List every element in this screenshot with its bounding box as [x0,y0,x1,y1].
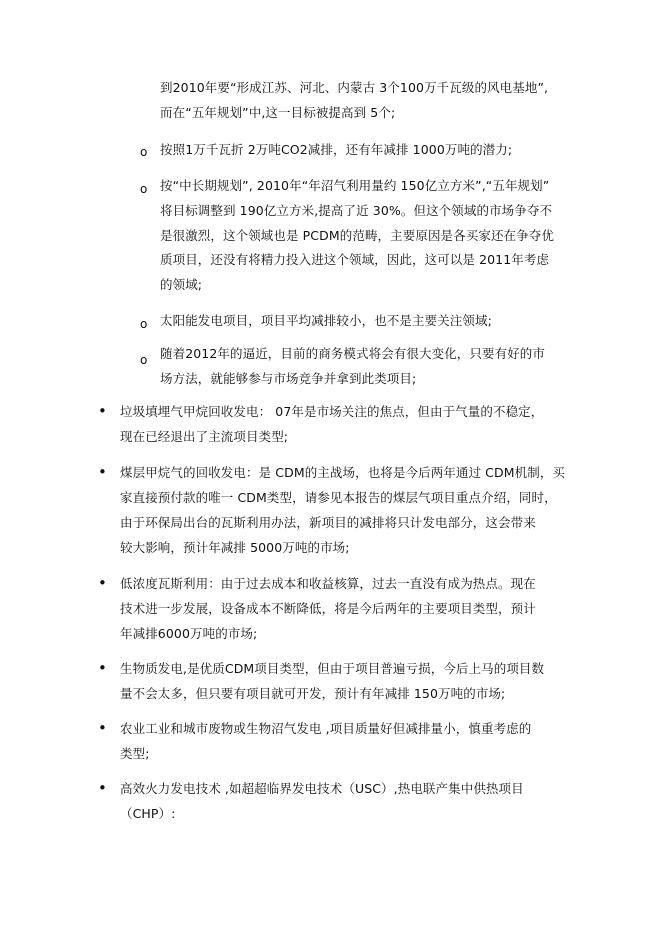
main-item-line: （CHP）: [120,806,176,821]
bullet-icon: • [98,402,107,420]
sub-item-line: 按照1万千瓦折 2万吨CO2减排，还有年减排 1000万吨的潜力; [160,142,513,157]
sub-item-line: 将目标调整到 190亿立方米,提高了近 30%。但这个领域的市场争夺不 [160,203,553,218]
sub-bullet-icon: o [140,145,148,159]
main-item-line: 生物质发电,是优质CDM项目类型，但由于项目普遍亏损，今后上马的项目数 [120,661,545,676]
sub-item-line: 按“中长期规划”, 2010年“年沼气利用量约 150亿立方米”,“五年规划” [160,178,550,193]
main-item-line: 现在已经退出了主流项目类型; [120,429,289,444]
sub-item-line: 太阳能发电项目，项目平均减排较小，也不是主要关注领域; [160,313,492,328]
sub-item-line: 场方法，就能够参与市场竞争并拿到此类项目; [160,371,417,386]
sub-bullet-icon: o [140,317,148,331]
main-item-line: 垃圾填埋气甲烷回收发电： 07年是市场关注的焦点，但由于气量的不稳定， [120,404,544,419]
bullet-icon: • [98,719,107,737]
bullet-icon: • [98,463,107,481]
intro-line: 而在“五年规划”中,这一目标被提高到 5个; [160,105,396,120]
main-item-line: 家直接预付款的唯一 CDM类型，请参见本报告的煤层气项目重点介绍，同时， [120,490,557,505]
main-item-line: 由于环保局出台的瓦斯利用办法，新项目的减排将只计发电部分，这会带来 [120,515,536,530]
intro-line: 到2010年要“形成江苏、河北、内蒙古 3个100万千瓦级的风电基地”, [160,80,549,95]
sub-item-line: 随着2012年的逼近，目前的商务模式将会有很大变化，只要有好的市 [160,346,546,361]
sub-item-line: 的领域; [160,277,203,292]
main-item-line: 低浓度瓦斯利用：由于过去成本和收益核算，过去一直没有成为热点。现在 [120,576,536,591]
main-item-line: 煤层甲烷气的回收发电：是 CDM的主战场，也将是今后两年通过 CDM机制，买 [120,465,566,480]
main-item-line: 类型; [120,746,150,761]
bullet-icon: • [98,659,107,677]
main-item-line: 量不会太多，但只要有项目就可开发，预计有年减排 150万吨的市场; [120,686,506,701]
main-item-line: 高效火力发电技术 ,如超超临界发电技术（USC）,热电联产集中供热项目 [120,781,524,796]
sub-bullet-icon: o [140,182,148,196]
bullet-icon: • [98,779,107,797]
main-item-line: 年减排6000万吨的市场; [120,626,258,641]
main-item-line: 较大影响，预计年减排 5000万吨的市场; [120,540,350,555]
main-item-line: 农业工业和城市废物或生物沼气发电 ,项目质量好但减排量小，慎重考虑的 [120,721,532,736]
main-item-line: 技术进一步发展，设备成本不断降低，将是今后两年的主要项目类型，预计 [120,601,536,616]
sub-item-line: 质项目，还没有将精力投入进这个领域，因此，这可以是 2011年考虑 [160,252,550,267]
sub-item-line: 是很激烈，这个领域也是 PCDM的范畴，主要原因是各买家还在争夺优 [160,228,554,243]
sub-bullet-icon: o [140,353,148,367]
bullet-icon: • [98,574,107,592]
